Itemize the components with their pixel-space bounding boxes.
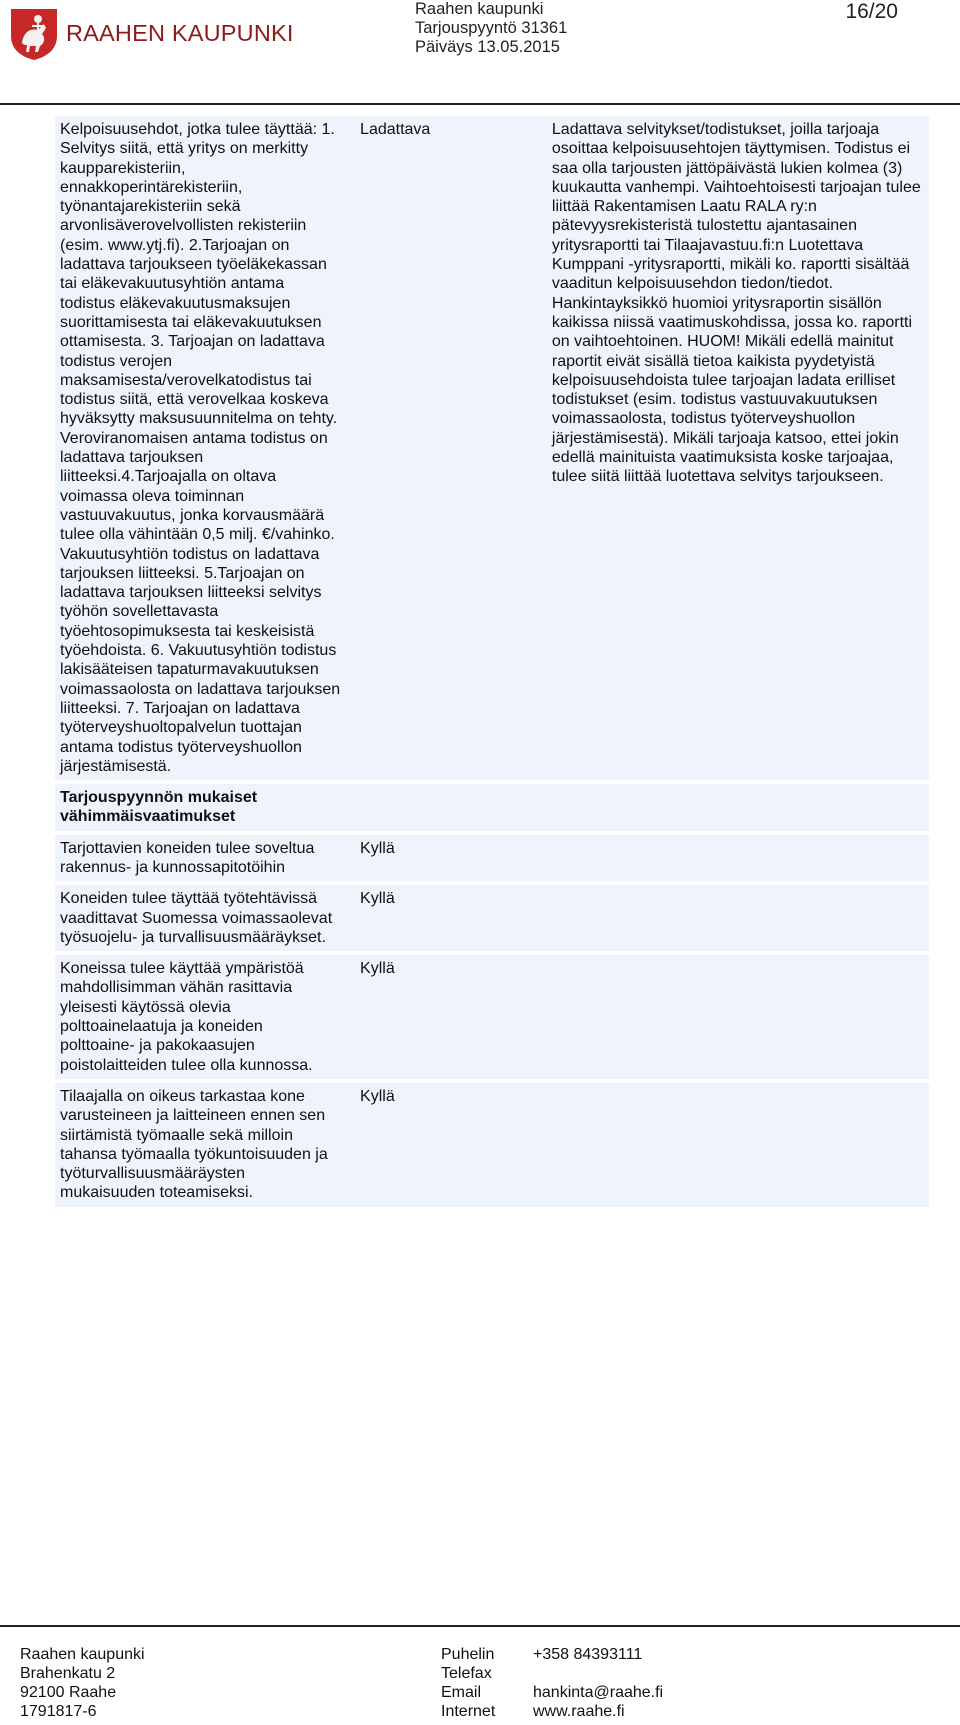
footer-values xyxy=(533,1645,663,1721)
requirement-value: Ladattava xyxy=(355,116,546,780)
requirement-text: Kelpoisuusehdot, jotka tulee täyttää: 1. Selvitys siitä, että yritys on merkitty kaupparekisteriin, ennakkoperintärekisteriin, työnantajarekisteriin sekä arvonlisäverovelvollisten rekisteriin (esim. www.ytj.fi). 2.Tarjoajan on ladattava tarjoukseen työeläkekassan tai eläkevakuutusyhtiön antama todistus eläkevakuutusmaksujen suorittamisesta tai eläkevakuutuksen ottamisesta. 3. Tarjoajan on ladattava todistus verojen maksamisesta/verovelkatodistus tai todistus siitä, että verovelkaa koskeva hyväksytty maksusuunnitelma on tehty. Veroviranomaisen antama todistus on ladattava tarjouksen liitteeksi.4.Tarjoajalla on oltava voimassa oleva toiminnan vastuuvakuutus, jonka korvausmäärä tulee olla vähintään 0,5 milj. €/vahinko. Vakuutusyhtiön todistus on ladattava tarjouksen liitteeksi. 5.Tarjoajan on ladattava tarjouksen liitteeksi selvitys työhön sovellettavasta työehtosopimuksesta tai keskeisistä työehdoista. 6. Vakuutusyhtiön todistus lakisääteisen tapaturmavakuutuksen voimassaolosta on ladattava tarjouksen liitteeksi. 7. Tarjoajan on ladattava työterveyshuoltopalvelun tuottajan antama todistus työterveyshuollon järjestämisestä. xyxy=(55,116,355,780)
page-number: 16/20 xyxy=(845,0,898,23)
brand-name: RAAHEN KAUPUNKI xyxy=(66,20,294,46)
footer-labels xyxy=(441,1645,495,1721)
footer-label-email: Email xyxy=(441,1684,482,1701)
header-meta xyxy=(415,0,567,57)
footer-rule xyxy=(0,1625,960,1627)
requirement-value: Kyllä xyxy=(355,885,546,951)
requirement-value: Kyllä xyxy=(355,955,546,1079)
requirements-table xyxy=(55,112,929,1211)
table-row xyxy=(55,116,929,780)
header-rule xyxy=(0,103,960,105)
footer-label-fax: Telefax xyxy=(441,1665,492,1682)
requirement-note: Ladattava selvitykset/todistukset, joilla tarjoaja osoittaa kelpoisuusehtojen täyttymisen. Todistus ei saa olla tarjousten jättöpäivästä lukien kolmea (3) kuukautta vanhempi. Vaihtoehtoisesti tarjoajan tulee liittää Rakentamisen Laatu RALA ry:n pätevyysrekisteristä tulostettu ajantasainen yritysraportti tai Tilaajavastuu.fi:n Luotettava Kumppani -yritysraportti, mikäli ko. raportti sisältää vaaditun kelpoisuusehdon tiedon/tiedot. Hankintayksikkö huomioi yritysraportin sisällön kaikissa niissä vaatimuskohdissa, jossa ko. raportti on vaihtoehtoinen. HUOM! Mikäli edellä mainitut raportit eivät sisällä tietoa kaikista pyydetyistä kelpoisuusehdoista tulee tarjoajan ladata erilliset todistukset (esim. todistus vastuuvakuutuksen voimassaolosta, todistus työterveyshuollon järjestämisestä). Mikäli tarjoaja katsoo, ettei jokin edellä mainituista vaatimuksista koske tarjoajaa, tulee siitä liittää luotettava selvitys tarjoukseen. xyxy=(546,116,929,780)
table-row xyxy=(55,885,929,951)
requirement-value: Kyllä xyxy=(355,835,546,882)
requirement-text: Tilaajalla on oikeus tarkastaa kone varusteineen ja laitteineen ennen sen siirtämistä työmaalle sekä milloin tahansa työmaalla työkuntoisuuden ja työturvallisuusmääräysten mukaisuuden toteamiseksi. xyxy=(55,1083,355,1207)
footer-org xyxy=(20,1645,145,1721)
header-tender-id: Tarjouspyyntö 31361 xyxy=(415,19,568,37)
requirement-text: Koneiden tulee täyttää työtehtävissä vaadittavat Suomessa voimassaolevat työsuojelu- ja turvallisuusmääräykset. xyxy=(55,885,355,951)
coat-of-arms-logo xyxy=(8,6,60,62)
table-row xyxy=(55,835,929,882)
section-title: Tarjouspyynnön mukaiset vähimmäisvaatimukset xyxy=(55,784,355,831)
footer-phone: +358 84393111 xyxy=(533,1646,643,1663)
header-date: Päiväys 13.05.2015 xyxy=(415,38,560,56)
footer-street: Brahenkatu 2 xyxy=(20,1665,116,1682)
page-header xyxy=(0,0,960,104)
footer-postal: 92100 Raahe xyxy=(20,1684,117,1701)
footer-fax xyxy=(533,1664,663,1683)
footer-org-name: Raahen kaupunki xyxy=(20,1646,145,1663)
requirement-value: Kyllä xyxy=(355,1083,546,1207)
footer-business-id: 1791817-6 xyxy=(20,1703,97,1720)
header-org: Raahen kaupunki xyxy=(415,0,544,18)
table-row xyxy=(55,1083,929,1207)
requirement-text: Koneissa tulee käyttää ympäristöä mahdollisimman vähän rasittavia yleisesti käytössä olevia polttoainelaatuja ja koneiden polttoaine- ja pakokaasujen poistolaitteiden tulee olla kunnossa. xyxy=(55,955,355,1079)
table-row xyxy=(55,955,929,1079)
footer-email-link[interactable]: hankinta@raahe.fi xyxy=(533,1684,664,1701)
section-row xyxy=(55,784,929,831)
footer-label-internet: Internet xyxy=(441,1703,496,1720)
footer-website-link[interactable]: www.raahe.fi xyxy=(533,1703,625,1720)
footer-label-phone: Puhelin xyxy=(441,1646,495,1663)
requirement-text: Tarjottavien koneiden tulee soveltua rakennus- ja kunnossapitotöihin xyxy=(55,835,355,882)
